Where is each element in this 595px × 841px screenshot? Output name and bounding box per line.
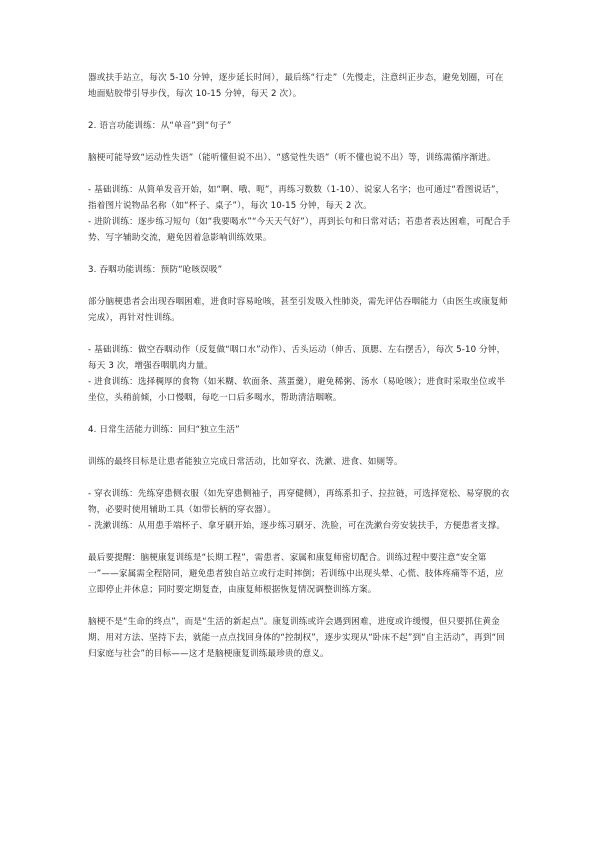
document-page [88, 70, 512, 662]
closing-paragraph: 脑梗不是“生命的终点”，而是“生活的新起点”。康复训练或许会遇到困难，进度或许缓慢，但只要抓住黄金期、用对方法、坚持下去，就能一点点找回身体的“控制权”，逐步实现从“卧床不起”到“自主活动”，再到“回归家庭与社会”的目标——这才是脑梗康复训练最珍贵的意义。 [88, 617, 505, 659]
section3-item-basic: - 基础训练：做空吞咽动作（反复做“咽口水”动作）、舌头运动（伸舌、顶腮、左右摆舌），每次 5-10 分钟，每天 3 次，增强吞咽肌肉力量。 [88, 345, 506, 371]
section3-list [88, 342, 512, 406]
section4-item-dressing: - 穿衣训练：先练穿患侧衣服（如先穿患侧袖子，再穿健侧），再练系扣子、拉拉链，可选择宽松、易穿脱的衣物，必要时使用辅助工具（如带长柄的穿衣器）。 [88, 489, 510, 515]
section3-item-eating: - 进食训练：选择稠厚的食物（如米糊、软面条、蒸蛋羹），避免稀粥、汤水（易呛咳）；进食时采取坐位或半坐位，头稍前倾，小口慢咽，每吃一口后多喝水，帮助清洁咽喉。 [88, 377, 506, 403]
section3-intro: 部分脑梗患者会出现吞咽困难，进食时容易呛咳，甚至引发吸入性肺炎，需先评估吞咽能力（由医生或康复师完成），再针对性训练。 [88, 297, 508, 323]
section2-item-basic: - 基础训练：从简单发音开始，如“啊、哦、呃”，再练习数数（1-10）、说家人名字；也可通过“看图说话”，指着图片说物品名称（如“杯子、桌子”），每次 10-15 分钟，每天 2 次。 [88, 185, 505, 211]
section4-list [88, 486, 512, 534]
section2-list [88, 182, 512, 246]
section4-heading: 4. 日常生活能力训练：回归“独立生活” [88, 425, 240, 435]
section4-intro: 训练的最终目标是让患者能独立完成日常活动，比如穿衣、洗漱、进食、如厕等。 [88, 457, 403, 467]
section4-item-washing: - 洗漱训练：从用患手端杯子、拿牙刷开始，逐步练习刷牙、洗脸，可在洗漱台旁安装扶手，方便患者支撑。 [88, 521, 506, 531]
section3-heading: 3. 吞咽功能训练：预防“呛咳误吸” [88, 265, 223, 275]
section2-heading: 2. 语言功能训练：从“单音”到“句子” [88, 121, 232, 131]
reminder-paragraph: 最后要提醒：脑梗康复训练是“长期工程”，需患者、家属和康复师密切配合。训练过程中要注意“安全第一”——家属需全程陪同，避免患者独自站立或行走时摔倒；若训练中出现头晕、心慌、肢体疼痛等不适，应立即停止并休息；同时要定期复查，由康复师根据恢复情况调整训练方案。 [88, 553, 504, 595]
section2-intro: 脑梗可能导致“运动性失语”（能听懂但说不出）、“感觉性失语”（听不懂也说不出）等，训练需循序渐进。 [88, 153, 496, 163]
intro-fragment-paragraph: 器或扶手站立，每次 5-10 分钟，逐步延长时间），最后练“行走”（先慢走，注意纠正步态，避免划圈，可在地面贴胶带引导步伐，每次 10-15 分钟，每天 2 次）。 [88, 73, 504, 99]
section2-item-advanced: - 进阶训练：逐步练习短句（如“我要喝水”“今天天气好”），再到长句和日常对话；若患者表达困难，可配合手势、写字辅助交流，避免因着急影响训练效果。 [88, 217, 511, 243]
